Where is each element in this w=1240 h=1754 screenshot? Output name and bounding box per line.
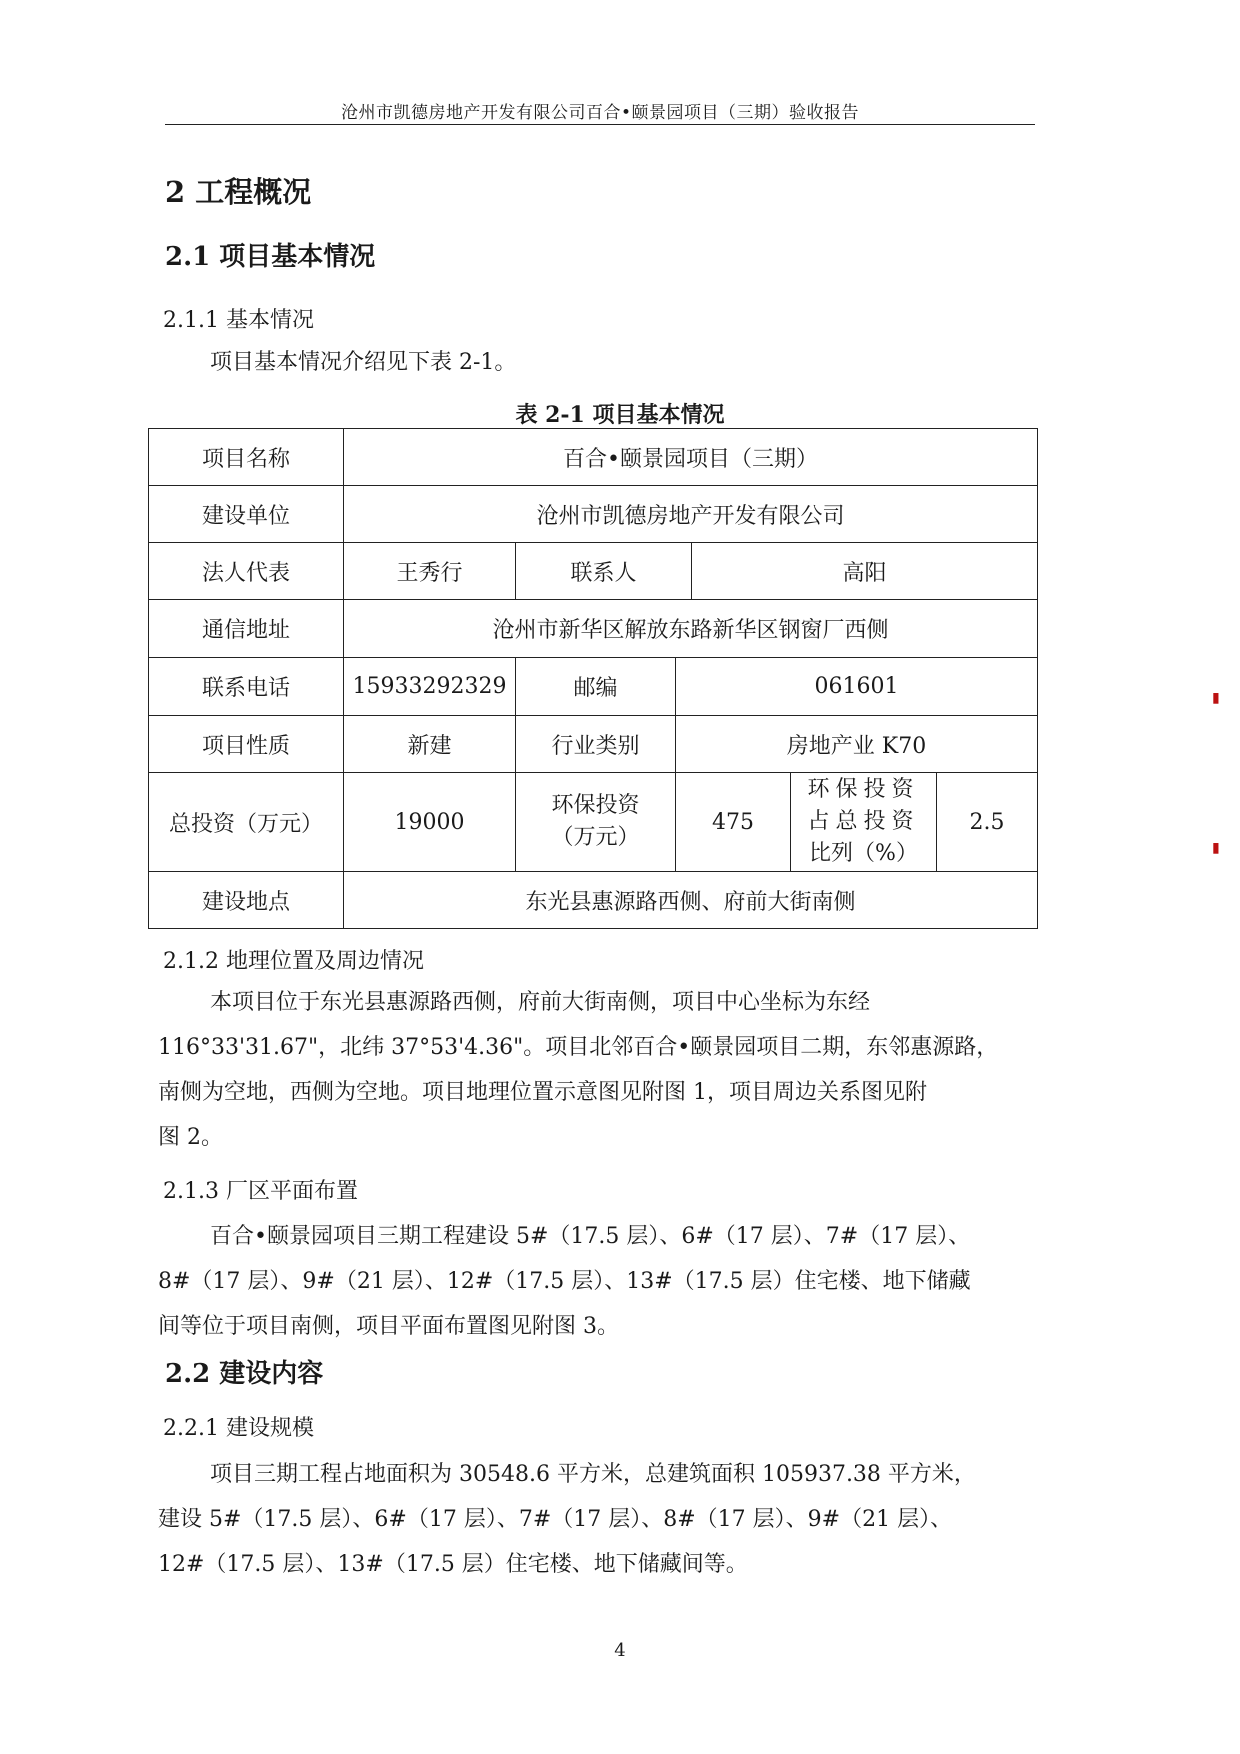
label-construction-unit: 建设单位: [149, 486, 344, 543]
label-address: 通信地址: [149, 600, 344, 658]
table-row-address: [149, 600, 1038, 658]
edge-stamp-mark: ▮: [1212, 840, 1220, 856]
heading-2-2-1: 2.2.1 建设规模: [163, 1416, 314, 1441]
heading-2-1-3: 2.1.3 厂区平面布置: [163, 1179, 358, 1204]
label-site: 建设地点: [149, 872, 344, 929]
paragraph-layout: 百合•颐景园项目三期工程建设 5#（17.5 层）、6#（17 层）、7#（17 层）、 8#（17 层）、9#（21 层）、12#（17.5 层）、13#（17.5 层）住宅楼、地下储藏 间等位于项目南侧，项目平面布置图见附图 3。: [158, 1224, 971, 1339]
section-title: 2 工程概况: [165, 175, 312, 209]
table-row-site: [149, 872, 1038, 929]
value-project-name: 百合•颐景园项目（三期）: [344, 429, 1038, 486]
value-address: 沧州市新华区解放东路新华区钢窗厂西侧: [344, 600, 1038, 658]
value-env-investment: 475: [676, 773, 791, 872]
header-rule: [165, 124, 1035, 125]
project-info-table: [148, 428, 1038, 929]
heading-2-1-1: 2.1.1 基本情况: [163, 308, 314, 333]
label-postcode: 邮编: [516, 658, 676, 716]
table-caption: 表 2-1 项目基本情况: [515, 402, 725, 428]
label-project-name: 项目名称: [149, 429, 344, 486]
value-phone: 15933292329: [344, 658, 516, 716]
edge-stamp-mark: ▮: [1212, 690, 1220, 706]
heading-2-1-2: 2.1.2 地理位置及周边情况: [163, 949, 424, 974]
value-total-investment: 19000: [344, 773, 516, 872]
running-header: 沧州市凯德房地产开发有限公司百合•颐景园项目（三期）验收报告: [340, 103, 860, 123]
value-site: 东光县惠源路西侧、府前大街南侧: [344, 872, 1038, 929]
value-nature: 新建: [344, 716, 516, 773]
page-number: 4: [614, 1640, 626, 1661]
value-industry: 房地产业 K70: [676, 716, 1038, 773]
value-env-ratio: 2.5: [937, 773, 1038, 872]
label-env-ratio: 环保投资 占总投资 比列（%）: [791, 773, 937, 872]
label-phone: 联系电话: [149, 658, 344, 716]
subsection-title-2-1: 2.1 项目基本情况: [165, 242, 376, 272]
value-legal-rep: 王秀行: [344, 543, 516, 600]
paragraph-scale: 项目三期工程占地面积为 30548.6 平方米，总建筑面积 105937.38 平方米， 建设 5#（17.5 层）、6#（17 层）、7#（17 层）、8#（17 层）、9#（21 层）、 12#（17.5 层）、13#（17.5 层）住宅楼、地下储藏间等。: [158, 1462, 976, 1577]
label-env-investment: 环保投资 （万元）: [516, 773, 676, 872]
table-row-construction-unit: [149, 486, 1038, 543]
label-contact: 联系人: [516, 543, 692, 600]
table-row-project-name: [149, 429, 1038, 486]
value-construction-unit: 沧州市凯德房地产开发有限公司: [344, 486, 1038, 543]
table-row-legal-rep: [149, 543, 1038, 600]
label-legal-rep: 法人代表: [149, 543, 344, 600]
intro-paragraph: 项目基本情况介绍见下表 2-1。: [210, 350, 517, 375]
table-row-investment: [149, 773, 1038, 872]
value-postcode: 061601: [676, 658, 1038, 716]
paragraph-location: 本项目位于东光县惠源路西侧，府前大街南侧，项目中心坐标为东经 116°33'31.67"，北纬 37°53'4.36"。项目北邻百合•颐景园项目二期，东邻惠源路， 南侧为空地，西侧为空地。项目地理位置示意图见附图 1，项目周边关系图见附 图 2。: [158, 990, 999, 1150]
table-row-nature: [149, 716, 1038, 773]
table-row-phone: [149, 658, 1038, 716]
label-industry: 行业类别: [516, 716, 676, 773]
value-contact: 高阳: [692, 543, 1038, 600]
label-total-investment: 总投资（万元）: [149, 773, 344, 872]
label-nature: 项目性质: [149, 716, 344, 773]
subsection-title-2-2: 2.2 建设内容: [165, 1359, 324, 1389]
